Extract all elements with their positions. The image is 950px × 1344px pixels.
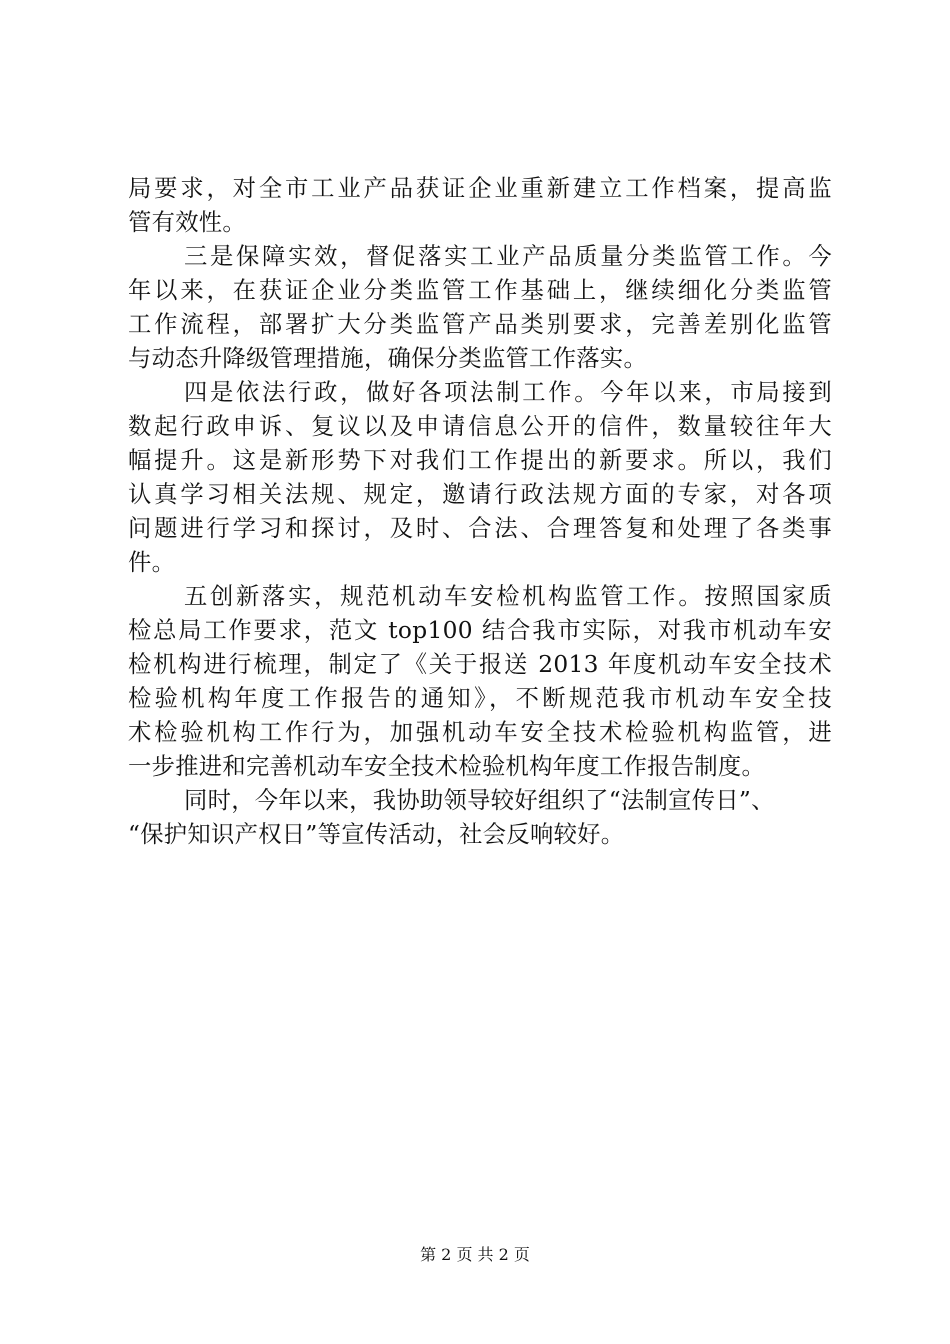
body-line: 三是保障实效，督促落实工业产品质量分类监管工作。今 — [184, 243, 832, 270]
body-line: 幅提升。这是新形势下对我们工作提出的新要求。所以，我们 — [128, 447, 832, 474]
body-line: 检机构进行梳理，制定了《关于报送 2013 年度机动车安全技术 — [128, 651, 832, 678]
body-line: 认真学习相关法规、规定，邀请行政法规方面的专家，对各项 — [128, 481, 832, 508]
page-number-footer: 第 2 页 共 2 页 — [420, 1245, 530, 1264]
body-line: 数起行政申诉、复议以及申请信息公开的信件，数量较往年大 — [128, 413, 832, 440]
body-line: 件。 — [128, 549, 176, 576]
body-line: 工作流程，部署扩大分类监管产品类别要求，完善差别化监管 — [128, 311, 832, 338]
body-line: 同时，今年以来，我协助领导较好组织了“法制宣传日”、 — [184, 787, 775, 814]
body-line: 问题进行学习和探讨，及时、合法、合理答复和处理了各类事 — [128, 515, 832, 542]
body-line: 与动态升降级管理措施，确保分类监管工作落实。 — [128, 345, 648, 372]
body-line: 检验机构年度工作报告的通知》，不断规范我市机动车安全技 — [128, 685, 832, 712]
body-line: 年以来，在获证企业分类监管工作基础上，继续细化分类监管 — [128, 277, 832, 304]
body-line: “保护知识产权日”等宣传活动，社会反响较好。 — [128, 821, 625, 848]
body-line: 四是依法行政，做好各项法制工作。今年以来，市局接到 — [184, 379, 832, 406]
body-line: 局要求，对全市工业产品获证企业重新建立工作档案，提高监 — [128, 175, 832, 202]
document-body — [128, 172, 832, 852]
body-line: 术检验机构工作行为，加强机动车安全技术检验机构监管，进 — [128, 719, 832, 746]
body-line: 五创新落实，规范机动车安检机构监管工作。按照国家质 — [184, 583, 832, 610]
body-line: 一步推进和完善机动车安全技术检验机构年度工作报告制度。 — [128, 753, 766, 780]
body-line: 检总局工作要求，范文 top100 结合我市实际，对我市机动车安 — [128, 617, 832, 644]
body-line: 管有效性。 — [128, 209, 246, 236]
